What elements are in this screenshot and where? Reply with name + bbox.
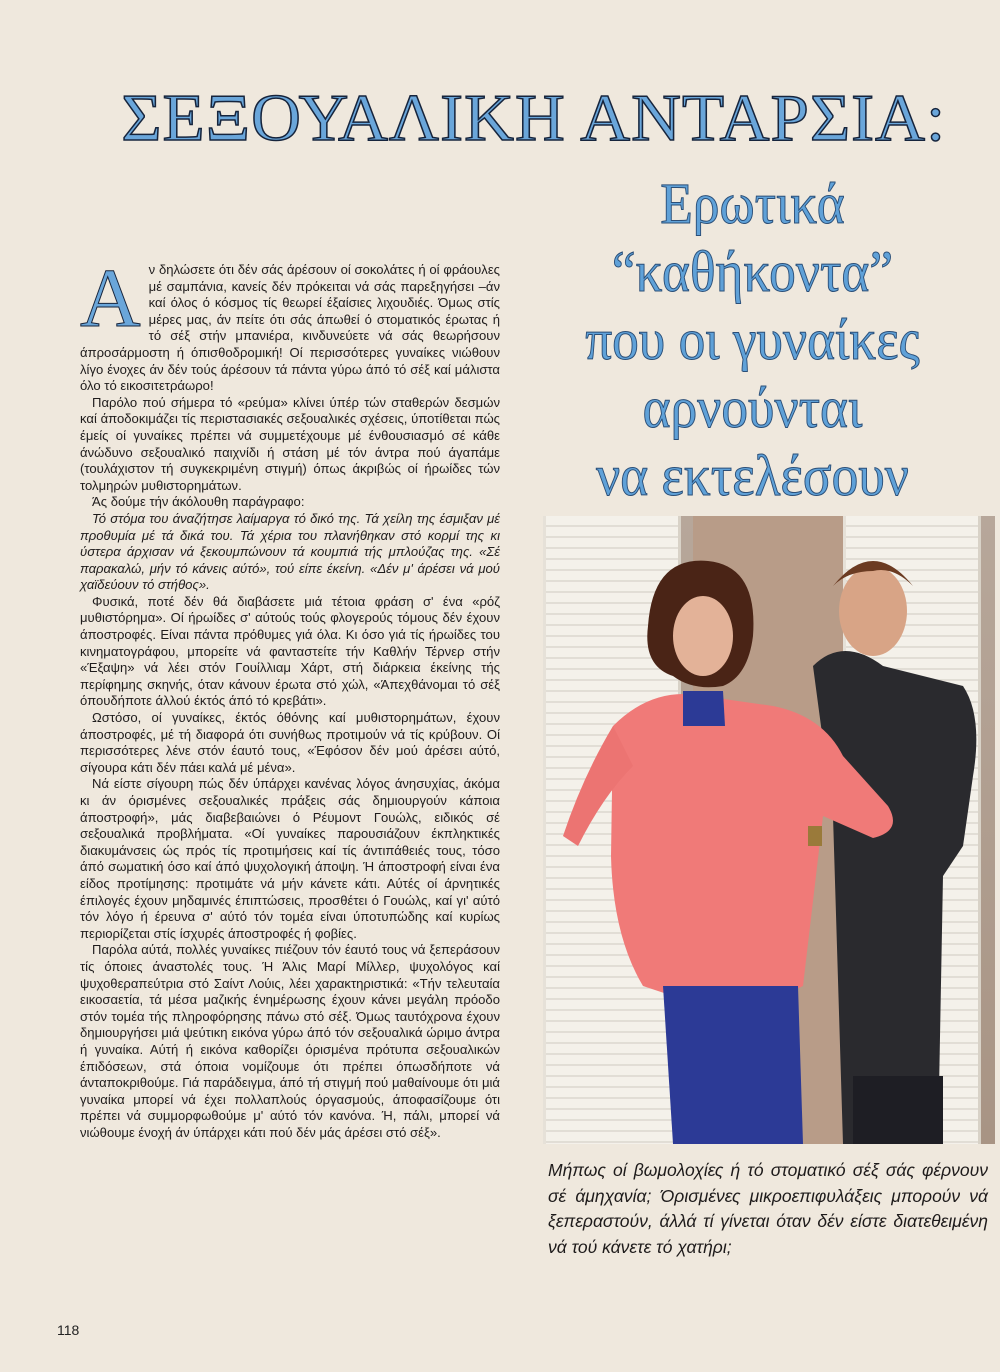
woman-turtleneck <box>683 691 725 726</box>
headline-line: που οι γυναίκες <box>585 307 920 372</box>
photo-caption: Μήπως οί βωμολοχίες ή τό στοματικό σέξ σάς φέρνουν σέ άμηχανία; Όρισμένες μικροεπιφυλάξεις μπορούν νά ξεπεραστούν, άλλά τί γίνεται όταν δέν είστε διατεθειμένη νά τού κάνετε τό χατήρι; <box>548 1160 988 1257</box>
photo-illustration <box>543 516 995 1144</box>
article-paragraph: ν δηλώσετε ότι δέν σάς άρέσουν οί σοκολάτες ή οί φράουλες μέ σαμπάνια, κανείς δέν πρόκειται νά σάς παρεξηγήσει –άν καί όλος ό κόσμος τίς θεωρεί έξαίσιες λιχουδιές. Όμως στίς μέρες μας, άν πείτε ότι σάς άπωθεί ό στοματικός έρωτας ή τό σέξ στήν μπανιέρα, κινδυνεύετε νά σάς θεωρήσουν άπροσάρμοστη ή όπισθοδρομική! Οί περισσότερες γυναίκες νιώθουν λίγο ένοχες άν δέν τούς άρέσουν τά πάντα γύρω άπό τό σέξ καί μάλιστα όλο τό εικοσιτετράωρο! <box>80 262 500 394</box>
headline <box>520 170 985 510</box>
article-paragraph: Ωστόσο, οί γυναίκες, έκτός όθόνης καί μυθιστορημάτων, έχουν άποστροφές, μέ τή διαφορά ότι συνήθως προτιμούν νά τίς κρύβουν. Οί περισσότερες λένε στόν έαυτό τους, «Έφόσον δέν μού άρέσει αύτό, σίγουρα κάτι δέν πάει καλά μέ μένα». <box>80 710 500 775</box>
man-head <box>839 566 907 656</box>
headline-line: “καθήκοντα” <box>611 239 894 304</box>
article-body <box>80 252 500 1141</box>
drop-cap: Α <box>80 252 141 345</box>
kicker-title: ΣΕΞΟΥΑΛΙΚΗ ΑΝΤΑΡΣΙΑ: <box>121 81 947 155</box>
article-paragraph: Νά είστε σίγουρη πώς δέν ύπάρχει κανένας λόγος άνησυχίας, άκόμα κι άν όρισμένες σεξουαλικές πράξεις σάς δημιουργούν κάποια άποστροφή», μάς διαβεβαιώνει ό Ρέυμοντ Γουώλς, ειδικός σέ σεξουαλικά προβλήματα. «Οί γυναίκες παρουσιάζουν έκπληκτικές διακυμάνσεις ώς πρός τίς προτιμήσεις καί τίς άντιπάθειές τους, τόσο άπό σωματική όσο καί άπό ψυχολογική άποψη. Ή άποστροφή είναι ένα είδος προτίμησης: προτιμάτε νά μήν κάνετε κάτι. Αύτές οί άρνητικές έπιλογές έχουν μηδαμινές έπιπτώσεις, προσθέτει ό Γουώλς, καί γι' αύτό τόν λόγο ή έρευνα σ' αύτό τόν τομέα είναι ύποτυπώδης καί κυρίως περιορίζεται στίς ίσχυρές άποστροφές ή φοβίες. <box>80 776 500 941</box>
woman-skirt <box>663 986 803 1144</box>
headline-line: Ερωτικά <box>660 171 845 236</box>
woman-face <box>673 596 733 676</box>
article-paragraph: Παρόλο πού σήμερα τό «ρεύμα» κλίνει ύπέρ τών σταθερών δεσμών καί άποδοκιμάζει τίς περιστασιακές σεξουαλικές σχέσεις, ύποτίθεται πώς έμείς οί γυναίκες πρέπει νά συμμετέχουμε μέ ένθουσιασμό σέ κάθε άνώδυνο σεξουαλικό παιχνίδι ή στάση μέ τόν άντρα πού άγαπάμε (τουλάχιστον τή συγκεκριμένη στιγμή) όπως άκριβώς οί ήρωίδες τών τολμηρών μυθιστορημάτων. <box>80 394 500 493</box>
couple-photo <box>543 516 995 1144</box>
page-number: 118 <box>57 1322 80 1338</box>
article-quote: Τό στόμα του άναζήτησε λαίμαργα τό δικό της. Τά χείλη της έσμιξαν μέ προθυμία μέ τά δικά του. Τά χέρια του πλανήθηκαν στό κορμί της κι ύστερα άρχισαν νά ξεκουμπώνουν τά κουμπιά τής μπλούζας της. «Σέ παρακαλώ, μήν τό κάνεις αύτό», τού είπε έκείνη. «Δέν μ' άρέσει νά μού χαϊδεύουν τό στήθος». <box>80 510 500 593</box>
article-paragraph: Άς δούμε τήν άκόλουθη παράγραφο: <box>92 494 305 510</box>
article-paragraph: Φυσικά, ποτέ δέν θά διαβάσετε μιά τέτοια φράση σ' ένα «ρόζ μυθιστόρημα». Οί ήρωίδες σ' αύτούς τούς φλογερούς τόμους δέν έχουν άποστροφές. Είναι πάντα πρόθυμες γιά όλα. Κι όσο γιά τίς ήρωίδες του κινηματογράφου, μπορείτε νά φανταστείτε τήν Καθλήν Τέρνερ στήν «Έξαψη» νά λέει στόν Γουίλλιαμ Χάρτ, στή διάρκεια έκείνης τής περίφημης σκηνής, όταν κάνουν έρωτα στό χώλ, «Άπεχθάνομαι τό σέξ όπουδήποτε άλλού έκτός άπό τό κρεβάτι». <box>80 593 500 709</box>
headline-line: αρνούνται <box>642 375 863 440</box>
article-paragraph: Παρόλα αύτά, πολλές γυναίκες πιέζουν τόν έαυτό τους νά ξεπεράσουν τίς όποιες άναστολές τους. Ή Άλις Μαρί Μίλλερ, ψυχολόγος καί ψυχοθεραπεύτρια στό Σαίντ Λούις, λέει χαρακτηριστικά: «Τήν τελευταία εικοσαετία, τά μέσα μαζικής ένημέρωσης έχουν κάνει μεγάλη πρόοδο στόν τομέα τής πληροφόρησης πάνω στό σέξ. Όμως ταυτόχρονα έχουν δημιουργήσει μιά ψεύτικη εικόνα γύρω άπό τόν σεξουαλικά ώριμο άντρα ή γυναίκα. Αύτή ή εικόνα καθορίζει όρισμένα πρότυπα σεξουαλικών έπιδόσεων, στά όποια νομίζουμε ότι πρέπει όπωσδήποτε νά άνταποκριθούμε. Γιά παράδειγμα, άπό τή στιγμή πού μαθαίνουμε ότι μιά γυναίκα μπορεί νά έχει πολλαπλούς όργασμούς, άποφασίζουμε ότι πρέπει νά συμμορφωθούμε μ' αύτό τόν κανόνα. Ή, πάλι, μπορεί νά νιώθουμε ένοχή άν ύπάρχει κάτι πού δέν μάς άρέσει στό σέξ». <box>80 942 500 1140</box>
headline-line: να εκτελέσουν <box>596 443 909 508</box>
wristwatch <box>808 826 822 846</box>
